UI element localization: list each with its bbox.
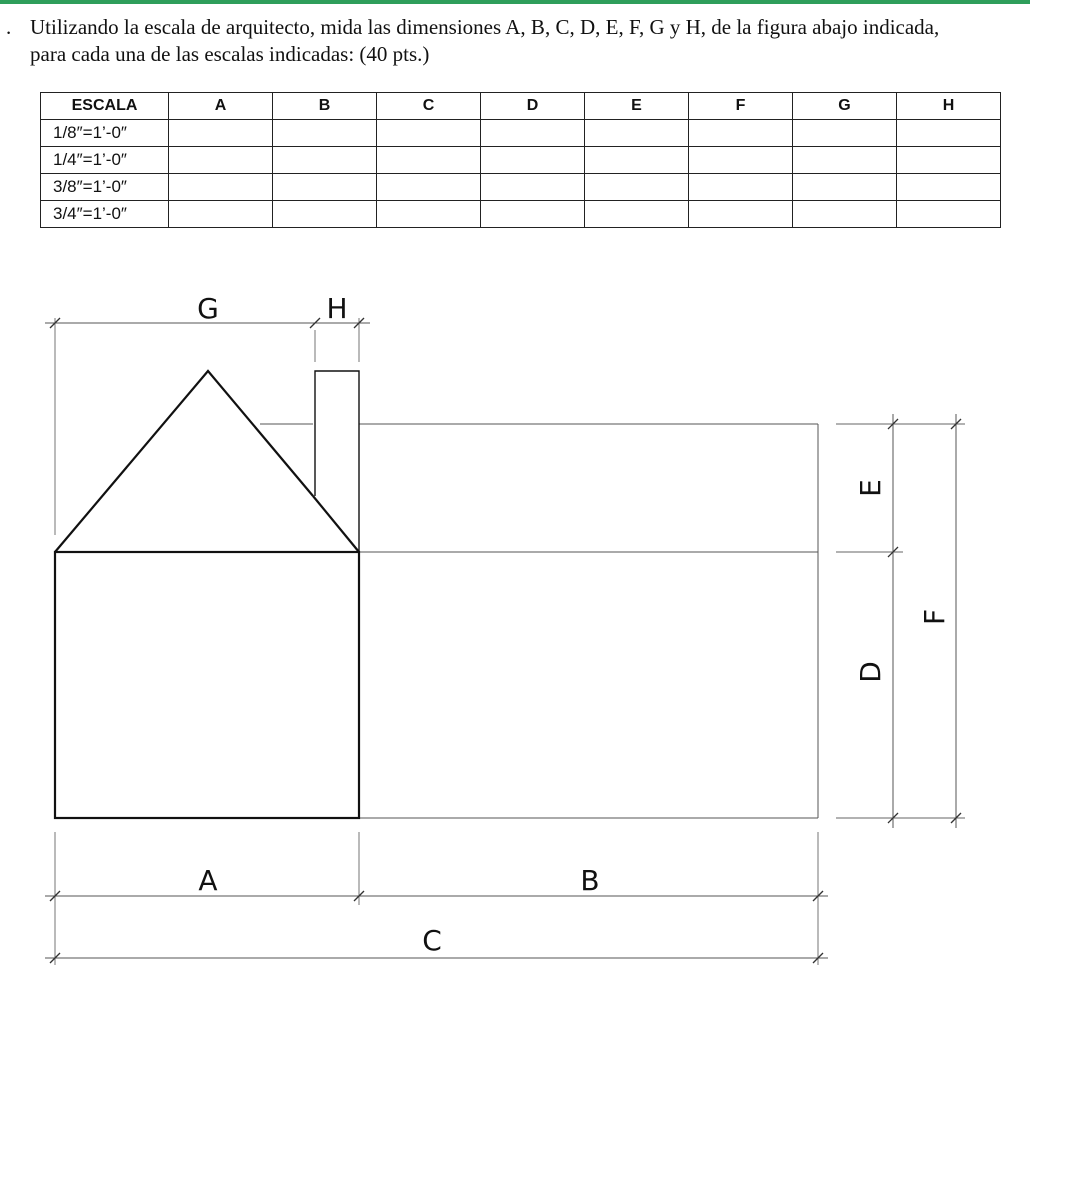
header-c: C	[377, 93, 481, 120]
label-h: H	[326, 292, 348, 325]
label-f: F	[918, 608, 951, 626]
scale-cell: 1/4″=1’-0″	[41, 147, 169, 174]
label-e: E	[854, 479, 887, 497]
label-c: C	[422, 924, 442, 957]
scale-cell: 3/8″=1’-0″	[41, 174, 169, 201]
label-g: G	[197, 292, 219, 325]
header-b: B	[273, 93, 377, 120]
header-e: E	[585, 93, 689, 120]
tick-marks	[50, 318, 961, 963]
question-number: .	[6, 15, 12, 39]
scale-cell: 1/8″=1’-0″	[41, 120, 169, 147]
extension-lines	[55, 318, 965, 965]
label-d: D	[854, 661, 887, 683]
gable-roof-left	[55, 371, 313, 552]
dimension-lines	[45, 323, 956, 958]
header-f: F	[689, 93, 793, 120]
label-a: A	[198, 864, 218, 897]
dimension-labels	[197, 292, 951, 957]
scale-cell: 3/4″=1’-0″	[41, 201, 169, 228]
header-g: G	[793, 93, 897, 120]
header-escala: ESCALA	[41, 93, 169, 120]
header-d: D	[481, 93, 585, 120]
house-front	[55, 371, 359, 818]
question-line-1: Utilizando la escala de arquitecto, mida las dimensiones A, B, C, D, E, F, G y H, de la figura abajo indicada,	[30, 15, 940, 39]
thin-outlines	[260, 424, 818, 818]
header-h: H	[897, 93, 1001, 120]
question-line-2: para cada una de las escalas indicadas: (40 pts.)	[30, 42, 430, 66]
front-wall	[55, 552, 359, 818]
label-b: B	[580, 864, 600, 897]
header-a: A	[169, 93, 273, 120]
gable-roof-right	[313, 496, 359, 552]
